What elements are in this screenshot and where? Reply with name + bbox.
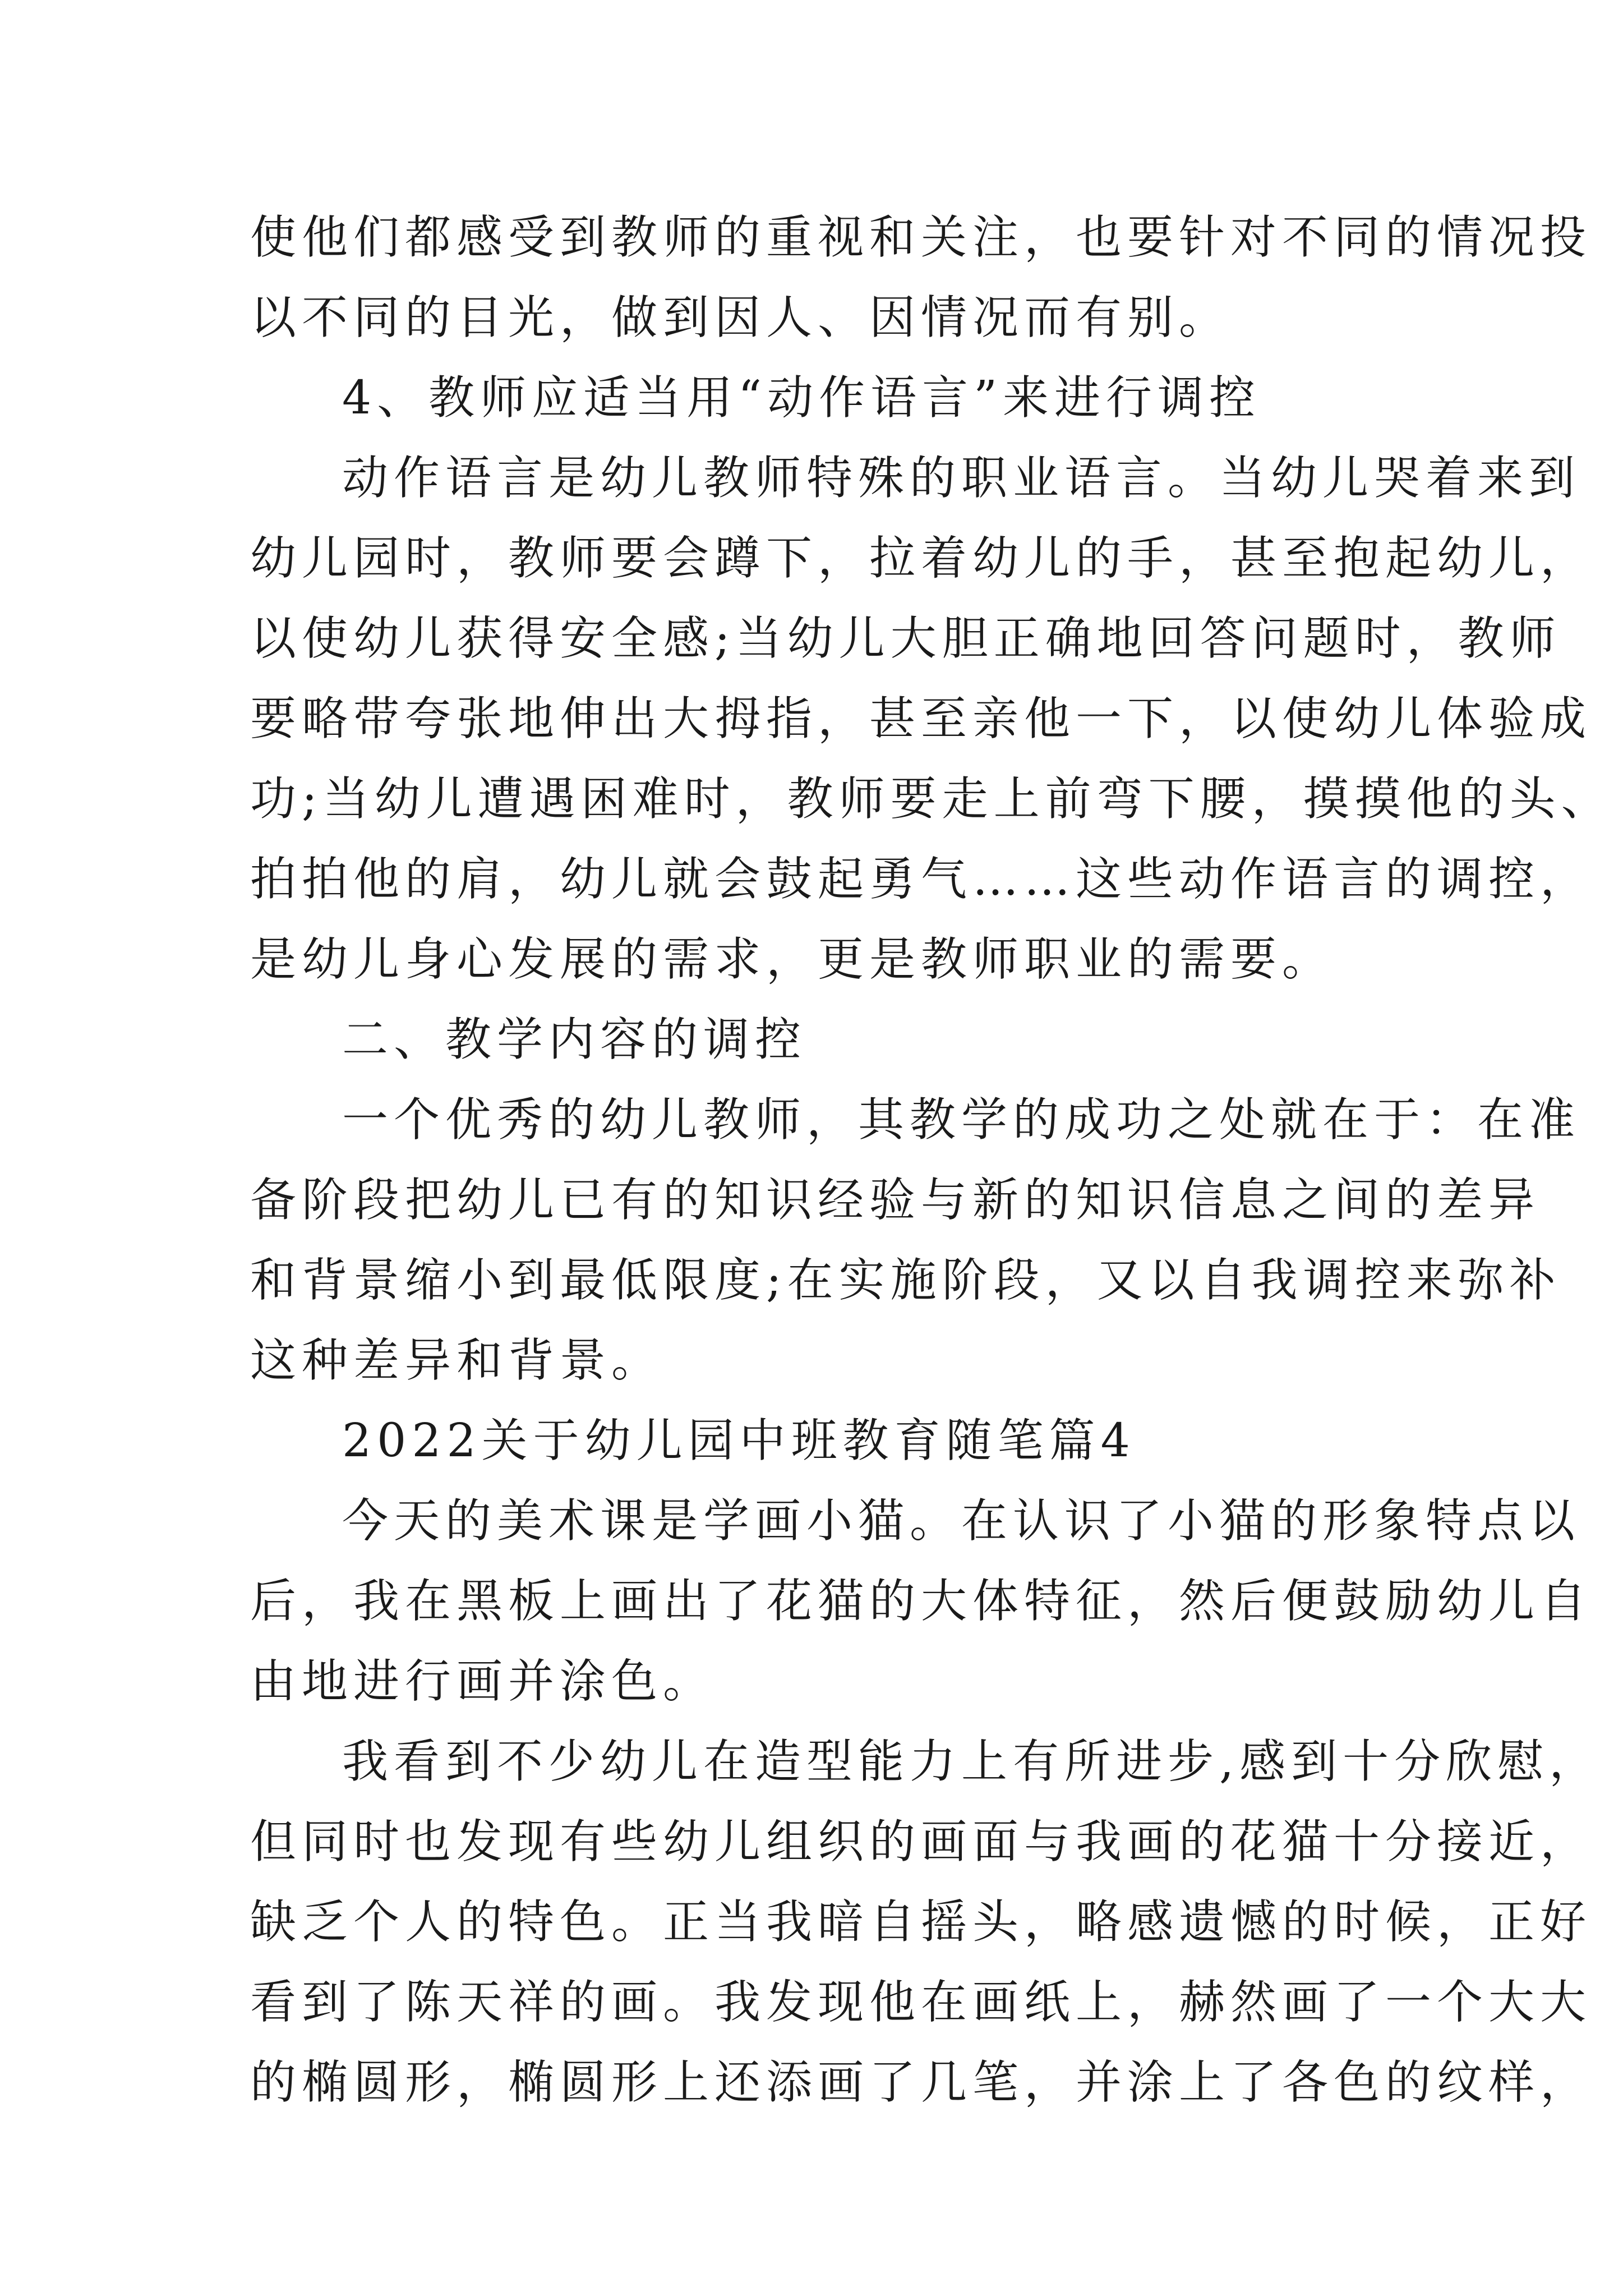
text-line: 由地进行画并涂色。 [250,1655,715,1708]
text-line: 备阶段把幼儿已有的知识经验与新的知识信息之间的差异 [250,1174,1541,1227]
text-line: 是幼儿身心发展的需求，更是教师职业的需要。 [250,933,1334,986]
text-line: 的椭圆形，椭圆形上还添画了几笔，并涂上了各色的纹样， [250,2056,1592,2109]
text-line: 今天的美术课是学画小猫。在认识了小猫的形象特点以 [342,1494,1581,1548]
text-line: 一个优秀的幼儿教师，其教学的成功之处就在于：在准 [342,1093,1581,1147]
text-line: 以使幼儿获得安全感;当幼儿大胆正确地回答问题时，教师 [250,612,1561,665]
text-line: 功;当幼儿遭遇困难时，教师要走上前弯下腰，摸摸他的头、 [250,772,1613,826]
document-body [250,197,1613,2123]
text-line: 但同时也发现有些幼儿组织的画面与我画的花猫十分接近， [250,1815,1592,1869]
text-line: 和背景缩小到最低限度;在实施阶段，又以自我调控来弥补 [250,1254,1561,1307]
text-line: 缺乏个人的特色。正当我暗自摇头，略感遗憾的时候，正好 [250,1895,1592,1949]
text-line: 以不同的目光，做到因人、因情况而有别。 [250,291,1231,344]
article-title: 2022关于幼儿园中班教育随笔篇4 [342,1414,1136,1467]
section-heading: 二、教学内容的调控 [342,1013,807,1066]
section-heading: 4、教师应适当用“动作语言”来进行调控 [342,371,1261,425]
text-line: 拍拍他的肩，幼儿就会鼓起勇气……这些动作语言的调控， [250,853,1592,906]
text-line: 后，我在黑板上画出了花猫的大体特征，然后便鼓励幼儿自 [250,1575,1592,1628]
text-line: 要略带夸张地伸出大拇指，甚至亲他一下，以使幼儿体验成 [250,692,1592,746]
text-line: 使他们都感受到教师的重视和关注，也要针对不同的情况投 [250,211,1592,264]
text-line: 动作语言是幼儿教师特殊的职业语言。当幼儿哭着来到 [342,452,1581,505]
text-line: 这种差异和背景。 [250,1334,663,1387]
text-line: 幼儿园时，教师要会蹲下，拉着幼儿的手，甚至抱起幼儿， [250,532,1592,585]
text-line: 我看到不少幼儿在造型能力上有所进步,感到十分欣慰， [342,1735,1601,1788]
text-line: 看到了陈天祥的画。我发现他在画纸上，赫然画了一个大大 [250,1976,1592,2029]
